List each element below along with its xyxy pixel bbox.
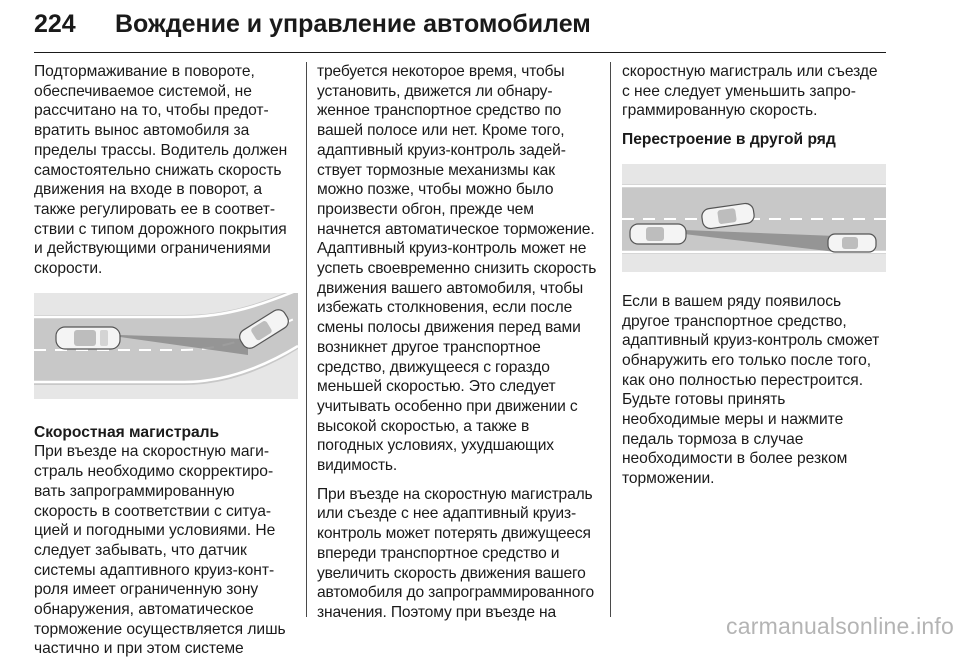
watermark-text: carmanualsonline.info: [726, 613, 954, 639]
column-divider-2: [610, 62, 611, 617]
paragraph-highway-exit: При въезде на скоростную магистраль или съезде с нее адаптивный круиз-контроль может потерять движущееся впереди транспортное средство и увеличить скорость движения вашего автомобиля до запрограммированного значения. Поэтому при въезде на: [317, 485, 595, 621]
figure-lane-change: [622, 164, 886, 272]
heading-highway: Скоростная магистраль: [34, 423, 220, 441]
page-number: 224: [34, 10, 76, 38]
heading-lane-change: Перестроение в другой ряд: [622, 131, 836, 149]
paragraph-lane-change: Если в вашем ряду появилось другое транспортное средство, адаптивный круиз-контроль сможет обнаружить его только после того, как оно полностью перестроится. Будьте готовы принять необходимые меры и нажмите педаль тормоза в случае необходимости в более резком торможении.: [622, 292, 880, 488]
own-car-icon: [630, 224, 686, 244]
column-1: [34, 62, 298, 658]
paragraph-detection-delay: требуется некоторое время, чтобы установить, движется ли обнаруженное транспортное средство по вашей полосе или нет. Кроме того, адаптивный круиз-контроль задействует тормозные механизмы как можно позже, чтобы можно было произвести обгон, прежде чем начнется автоматическое торможение. Адаптивный круиз-контроль может не успеть своевременно снизить скорость движения вашего автомобиля, чтобы избежать столкновения, если после смены полосы движения перед вами возникнет другое транспортное средство, движущееся с гораздо меньшей скоростью. Это следует учитывать особенно при движении с высокой скоростью, а также в погодных условиях, ухудшающих видимость.: [317, 63, 597, 475]
page-header: [34, 6, 886, 53]
figure-curve-road: [34, 293, 298, 399]
vehicle-ahead-icon: [828, 234, 876, 252]
page-title: Вождение и управление автомобилем: [115, 10, 591, 38]
column-2: [317, 62, 599, 621]
column-divider-1: [306, 62, 307, 617]
paragraph-highway-entry: При въезде на скоростную магистраль необходимо скорректировать запрограммированную скорость в соответствии с ситуацией и погодными условиями. Не следует забывать, что датчик системы адаптивного круиз-контроля имеет ограниченную зону обнаружения, автоматическое торможение осуществляется лишь частично и при этом системе: [34, 443, 286, 658]
own-car-icon: [56, 327, 120, 349]
paragraph-reduce-speed: скоростную магистраль или съезде с нее следует уменьшить запрограммированную скорость.: [622, 63, 878, 120]
column-3: [622, 62, 886, 617]
paragraph-cornering-brake: Подтормаживание в повороте, обеспечиваемое системой, не рассчитано на то, чтобы предотвратить вынос автомобиля за пределы трассы. Водитель должен самостоятельно снижать скорость движения на входе в поворот, а также регулировать ее в соответствии с типом дорожного покрытия и действующими ограничениями скорости.: [34, 63, 288, 278]
